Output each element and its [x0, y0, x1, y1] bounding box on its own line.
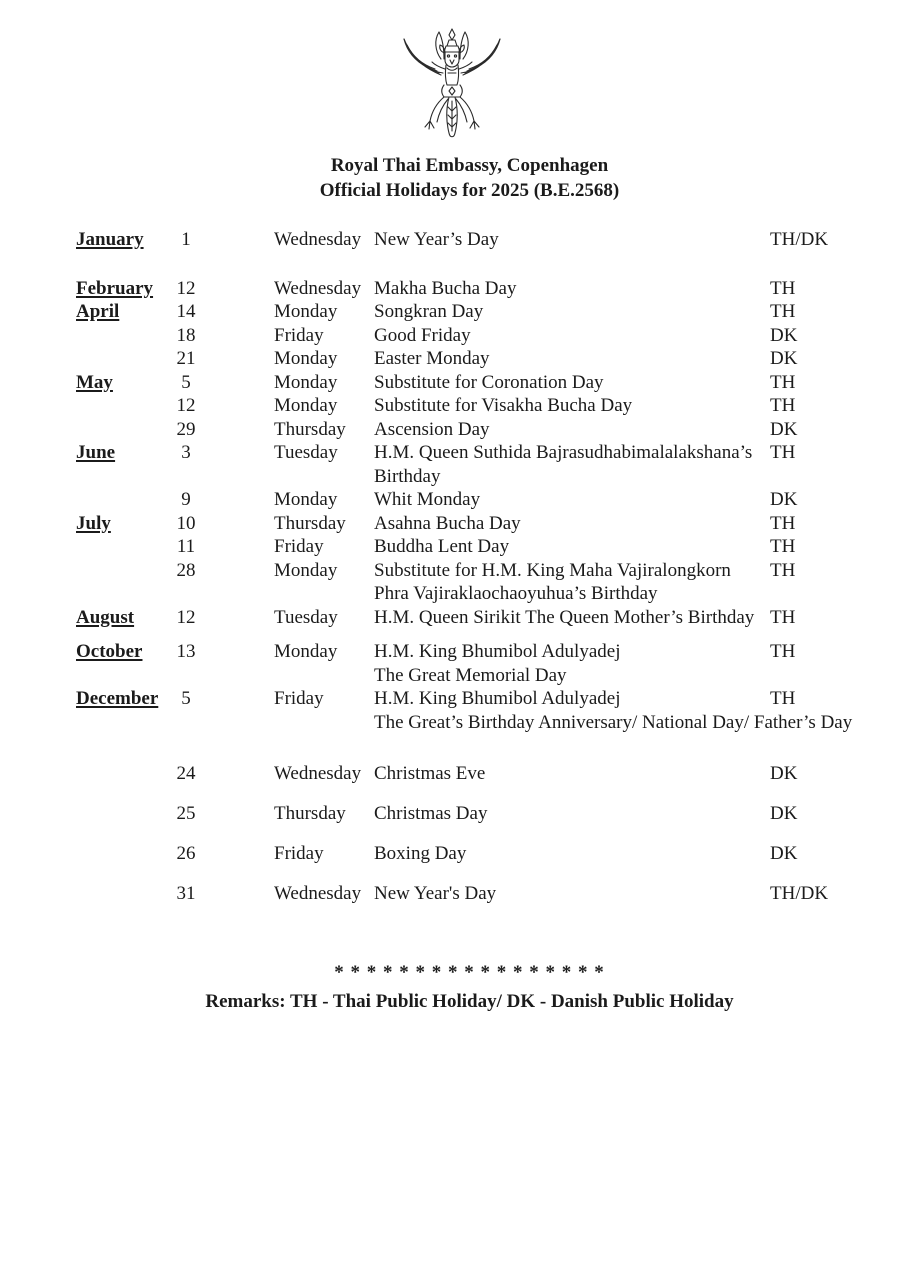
holiday-name-line: Christmas Eve	[374, 763, 486, 784]
holiday-name-line: New Year's Day	[374, 883, 497, 904]
holiday-row	[0, 418, 905, 442]
date-cell: 24	[176, 763, 196, 784]
column-gap	[206, 324, 274, 348]
holiday-name-line: The Great’s Birthday Anniversary/ National Day/ Father’s Day	[374, 711, 853, 733]
weekday-cell: Friday	[274, 536, 324, 557]
holiday-row	[0, 640, 905, 687]
holiday-name-cell	[374, 371, 770, 395]
holiday-name-cell	[374, 488, 770, 512]
holiday-type-cell: DK	[770, 348, 798, 369]
holiday-row	[0, 371, 905, 395]
holiday-name-line: Songkran Day	[374, 301, 484, 322]
holiday-name-cell	[374, 418, 770, 442]
weekday-cell: Friday	[274, 688, 324, 709]
month-cell	[76, 535, 166, 559]
holiday-row	[0, 882, 905, 906]
title-line-2: Official Holidays for 2025 (B.E.2568)	[319, 180, 620, 201]
weekday-cell: Friday	[274, 324, 324, 346]
holiday-name-cell	[374, 762, 770, 786]
date-cell: 5	[181, 688, 191, 709]
month-cell	[76, 488, 166, 512]
holiday-type-cell: TH	[770, 536, 796, 557]
holiday-name-cell	[374, 324, 770, 348]
holiday-row	[0, 606, 905, 630]
weekday-cell: Thursday	[274, 803, 346, 824]
weekday-cell: Monday	[274, 641, 338, 662]
holiday-name-cell	[374, 347, 770, 371]
month-cell: January	[76, 229, 144, 250]
column-gap	[206, 802, 274, 826]
date-cell: 12	[176, 606, 196, 628]
column-gap	[206, 277, 274, 301]
column-gap	[206, 300, 274, 324]
column-gap	[206, 371, 274, 395]
holiday-type-cell: TH	[770, 688, 796, 709]
weekday-cell: Thursday	[274, 512, 346, 534]
holiday-name-line: H.M. Queen Sirikit The Queen Mother’s Birthday	[374, 606, 755, 628]
holiday-type-cell: TH	[770, 277, 796, 299]
column-gap	[206, 842, 274, 866]
weekday-cell: Monday	[274, 395, 338, 416]
holiday-name-cell	[374, 802, 770, 826]
holiday-name-line: H.M. Queen Suthida Bajrasudhabimalalakshana’s	[374, 442, 753, 463]
date-cell: 10	[176, 512, 196, 534]
holiday-name-line: Christmas Day	[374, 803, 488, 824]
holiday-name-line: New Year’s Day	[374, 229, 499, 250]
remarks-text: Remarks: TH - Thai Public Holiday/ DK - Danish Public Holiday	[205, 991, 734, 1012]
date-cell: 29	[176, 418, 196, 440]
month-cell: July	[76, 512, 111, 534]
month-cell	[76, 762, 166, 786]
holiday-name-cell	[374, 606, 770, 630]
column-gap	[206, 228, 274, 252]
holiday-row	[0, 324, 905, 348]
month-cell	[76, 418, 166, 442]
date-cell: 25	[176, 803, 196, 824]
holiday-type-cell: TH	[770, 395, 796, 416]
holiday-name-line: Makha Bucha Day	[374, 277, 517, 299]
holiday-name-cell	[374, 559, 770, 606]
month-cell	[76, 324, 166, 348]
holiday-type-cell: TH	[770, 442, 796, 463]
holiday-type-cell: DK	[770, 418, 798, 440]
month-cell	[76, 559, 166, 606]
holiday-type-cell: TH/DK	[770, 229, 829, 250]
holiday-name-line: Asahna Bucha Day	[374, 512, 521, 534]
holiday-table	[0, 228, 905, 906]
date-cell: 18	[176, 324, 196, 346]
holiday-name-cell	[374, 277, 770, 301]
weekday-cell: Monday	[274, 559, 338, 581]
column-gap	[206, 441, 274, 488]
holiday-name-line: Whit Monday	[374, 489, 481, 510]
column-gap	[206, 394, 274, 418]
column-gap	[206, 512, 274, 536]
date-cell: 3	[181, 442, 191, 463]
weekday-cell: Monday	[274, 371, 338, 393]
month-cell	[76, 802, 166, 826]
month-cell	[76, 882, 166, 906]
title-line-1: Royal Thai Embassy, Copenhagen	[330, 155, 609, 176]
holiday-type-cell: TH	[770, 559, 796, 581]
column-gap	[206, 640, 274, 687]
holiday-type-cell: TH	[770, 512, 796, 534]
column-gap	[206, 762, 274, 786]
column-gap	[206, 559, 274, 606]
asterisk-separator: * * * * * * * * * * * * * * * * *	[334, 962, 605, 983]
month-cell: June	[76, 442, 116, 463]
date-cell: 31	[176, 883, 196, 904]
column-gap	[206, 347, 274, 371]
holiday-name-line: The Great Memorial Day	[374, 664, 567, 686]
holiday-type-cell: TH	[770, 301, 796, 322]
holiday-name-line: Substitute for H.M. King Maha Vajiralongkorn	[374, 559, 731, 581]
weekday-cell: Monday	[274, 301, 338, 322]
holiday-name-cell	[374, 441, 770, 488]
month-cell: December	[76, 688, 159, 709]
date-cell: 26	[176, 843, 196, 864]
column-gap	[206, 606, 274, 630]
weekday-cell: Thursday	[274, 418, 346, 440]
holiday-name-cell	[374, 640, 770, 687]
date-cell: 1	[181, 229, 191, 250]
holiday-name-line: H.M. King Bhumibol Adulyadej	[374, 688, 621, 709]
holiday-type-cell: TH/DK	[770, 883, 829, 904]
holiday-type-cell: DK	[770, 843, 798, 864]
weekday-cell: Wednesday	[274, 229, 362, 250]
weekday-cell: Monday	[274, 489, 338, 510]
holiday-row	[0, 347, 905, 371]
month-cell	[76, 842, 166, 866]
document-header	[34, 153, 905, 203]
holiday-row	[0, 802, 905, 826]
holiday-row	[0, 277, 905, 301]
holiday-row	[0, 441, 905, 488]
month-cell	[76, 347, 166, 371]
holiday-type-cell: DK	[770, 803, 798, 824]
weekday-cell: Wednesday	[274, 883, 362, 904]
holiday-name-cell	[374, 687, 853, 734]
holiday-row	[0, 559, 905, 606]
weekday-cell: Tuesday	[274, 442, 338, 463]
holiday-name-line: Boxing Day	[374, 843, 467, 864]
date-cell: 13	[176, 641, 196, 662]
column-gap	[206, 687, 274, 734]
holiday-row	[0, 394, 905, 418]
holiday-type-cell: TH	[770, 606, 796, 628]
holiday-row	[0, 687, 905, 734]
weekday-cell: Friday	[274, 843, 324, 864]
month-cell: May	[76, 371, 113, 393]
holiday-name-line: Buddha Lent Day	[374, 536, 510, 557]
holiday-type-cell: DK	[770, 489, 798, 510]
holiday-row	[0, 300, 905, 324]
column-gap	[206, 882, 274, 906]
holiday-row	[0, 488, 905, 512]
holiday-row	[0, 762, 905, 786]
date-cell: 21	[176, 348, 196, 369]
holiday-name-line: H.M. King Bhumibol Adulyadej	[374, 641, 621, 662]
holiday-row	[0, 842, 905, 866]
garuda-emblem-icon	[399, 27, 505, 151]
date-cell: 12	[176, 395, 196, 416]
holiday-name-line: Easter Monday	[374, 348, 490, 369]
weekday-cell: Wednesday	[274, 763, 362, 784]
date-cell: 28	[176, 559, 196, 581]
date-cell: 14	[176, 301, 196, 322]
holiday-name-cell	[374, 394, 770, 418]
month-cell: August	[76, 606, 135, 628]
holiday-name-line: Substitute for Visakha Bucha Day	[374, 395, 633, 416]
month-cell	[76, 394, 166, 418]
weekday-cell: Wednesday	[274, 277, 362, 299]
weekday-cell: Monday	[274, 348, 338, 369]
holiday-name-cell	[374, 300, 770, 324]
date-cell: 9	[181, 489, 191, 510]
holiday-row	[0, 512, 905, 536]
weekday-cell: Tuesday	[274, 606, 338, 628]
holiday-name-line: Phra Vajiraklaochaoyuhua’s Birthday	[374, 583, 658, 604]
date-cell: 11	[176, 536, 196, 557]
document-footer	[34, 961, 905, 1014]
holiday-type-cell: DK	[770, 763, 798, 784]
column-gap	[206, 418, 274, 442]
holiday-name-line: Ascension Day	[374, 418, 490, 440]
holiday-type-cell: TH	[770, 641, 796, 662]
holiday-name-line: Substitute for Coronation Day	[374, 371, 604, 393]
holiday-row	[0, 535, 905, 559]
holiday-name-cell	[374, 228, 770, 252]
holiday-type-cell: DK	[770, 324, 798, 346]
holiday-row	[0, 228, 905, 252]
month-cell: April	[76, 301, 120, 322]
holiday-type-cell: TH	[770, 371, 796, 393]
month-cell: October	[76, 641, 143, 662]
holiday-name-cell	[374, 512, 770, 536]
column-gap	[206, 535, 274, 559]
holiday-name-cell	[374, 842, 770, 866]
holiday-name-line: Good Friday	[374, 324, 471, 346]
date-cell: 5	[181, 371, 191, 393]
holiday-name-cell	[374, 882, 770, 906]
holiday-name-cell	[374, 535, 770, 559]
month-cell: February	[76, 277, 154, 299]
holiday-name-line: Birthday	[374, 465, 441, 487]
date-cell: 12	[176, 277, 196, 299]
column-gap	[206, 488, 274, 512]
